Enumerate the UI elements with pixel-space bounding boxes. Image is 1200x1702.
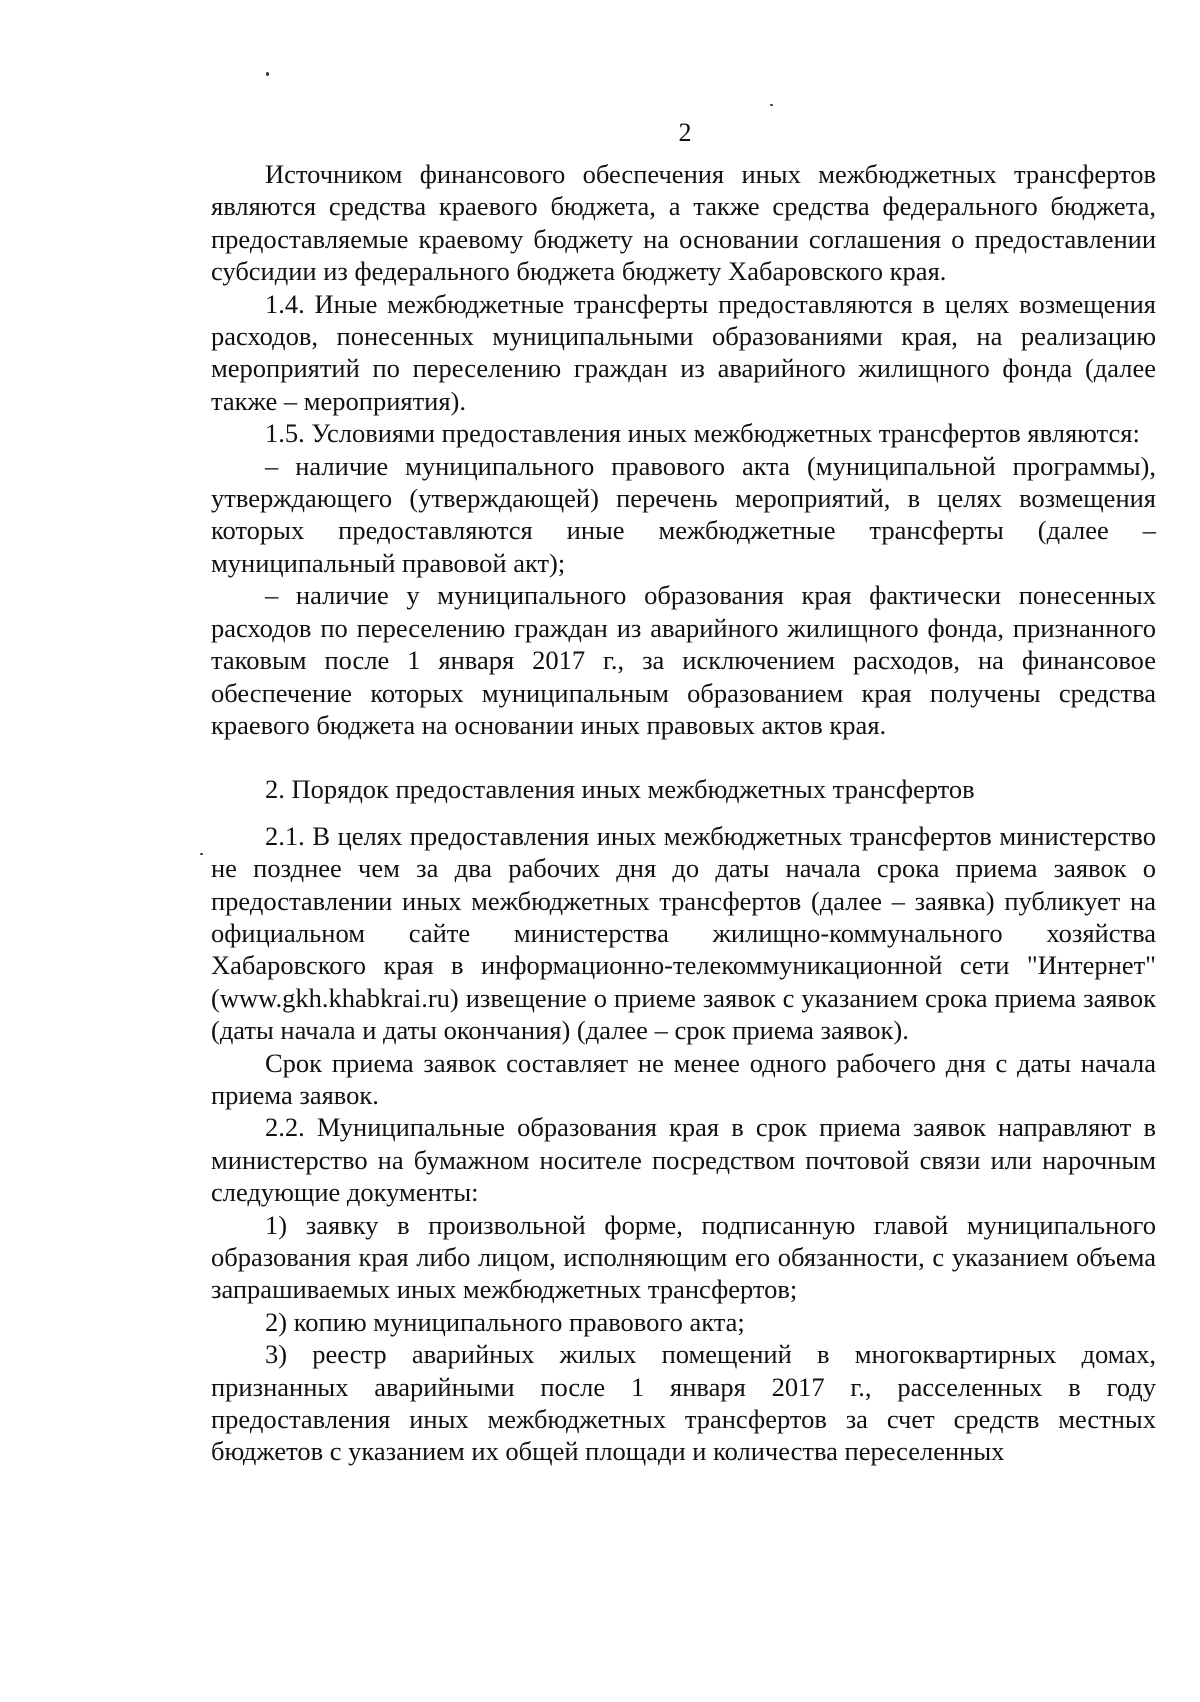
section-heading: 2. Порядок предоставления иных межбюджетных трансфертов [265,774,975,805]
scan-speck [200,853,203,855]
paragraph-2-1: 2.1. В целях предоставления иных межбюджетных трансфертов министерство не позднее чем за два рабочих дня до даты начала срока приема заявок о предоставлении иных межбюджетных трансфертов (далее – заявка) публикует на официальном сайте министерства жилищно-коммунального хозяйства Хабаровского края в информационно-телекоммуникационной сети "Интернет" (www.gkh.khabkrai.ru) извещение о приеме заявок с указанием срока приема заявок (даты начала и даты окончания) (далее – срок приема заявок). [211,820,1156,1046]
paragraph-application-period: Срок приема заявок составляет не менее одного рабочего дня с даты начала приема заявок. [211,1047,1156,1110]
paragraph-funding-source: Источником финансового обеспечения иных межбюджетных трансфертов являются средства краевого бюджета, а также средства федерального бюджета, предоставляемые краевому бюджету на основании соглашения о предоставлении субсидии из федерального бюджета бюджету Хабаровского края. [211,159,1156,287]
paragraph-1-4: 1.4. Иные межбюджетные трансферты предоставляются в целях возмещения расходов, понесенных муниципальными образованиями края, на реализацию мероприятий по переселению граждан из аварийного жилищного фонда (далее также – мероприятия). [211,288,1156,416]
document-body [211,158,1156,1468]
list-item-2: 2) копию муниципального правового акта; [265,1306,745,1337]
scan-speck [770,104,773,106]
paragraph-2-2: 2.2. Муниципальные образования края в срок приема заявок направляют в министерство на бумажном носителе посредством почтовой связи или нарочным следующие документы: [211,1112,1156,1208]
list-item-1: 1) заявку в произвольной форме, подписанную главой муниципального образования края либо лицом, исполняющим его обязанности, с указанием объема запрашиваемых иных межбюджетных трансфертов; [211,1209,1156,1305]
paragraph-1-5: 1.5. Условиями предоставления иных межбюджетных трансфертов являются: [265,418,1140,449]
paragraph-condition-2: – наличие у муниципального образования края фактически понесенных расходов по переселению граждан из аварийного жилищного фонда, признанного таковым после 1 января 2017 г., за исключением расходов, на финансовое обеспечение которых муниципальным образованием края получены средства краевого бюджета на основании иных правовых актов края. [211,580,1156,740]
scan-speck [266,72,269,76]
list-item-3: 3) реестр аварийных жилых помещений в многоквартирных домах, признанных аварийными после 1 января 2017 г., расселенных в году предоставления иных межбюджетных трансфертов за счет средств местных бюджетов с указанием их общей площади и количества переселенных [211,1339,1156,1467]
page-number: 2 [678,118,692,147]
paragraph-condition-1: – наличие муниципального правового акта (муниципальной программы), утверждающего (утверждающей) перечень мероприятий, в целях возмещения которых предоставляются иные межбюджетные трансферты (далее – муниципальный правовой акт); [211,450,1156,578]
